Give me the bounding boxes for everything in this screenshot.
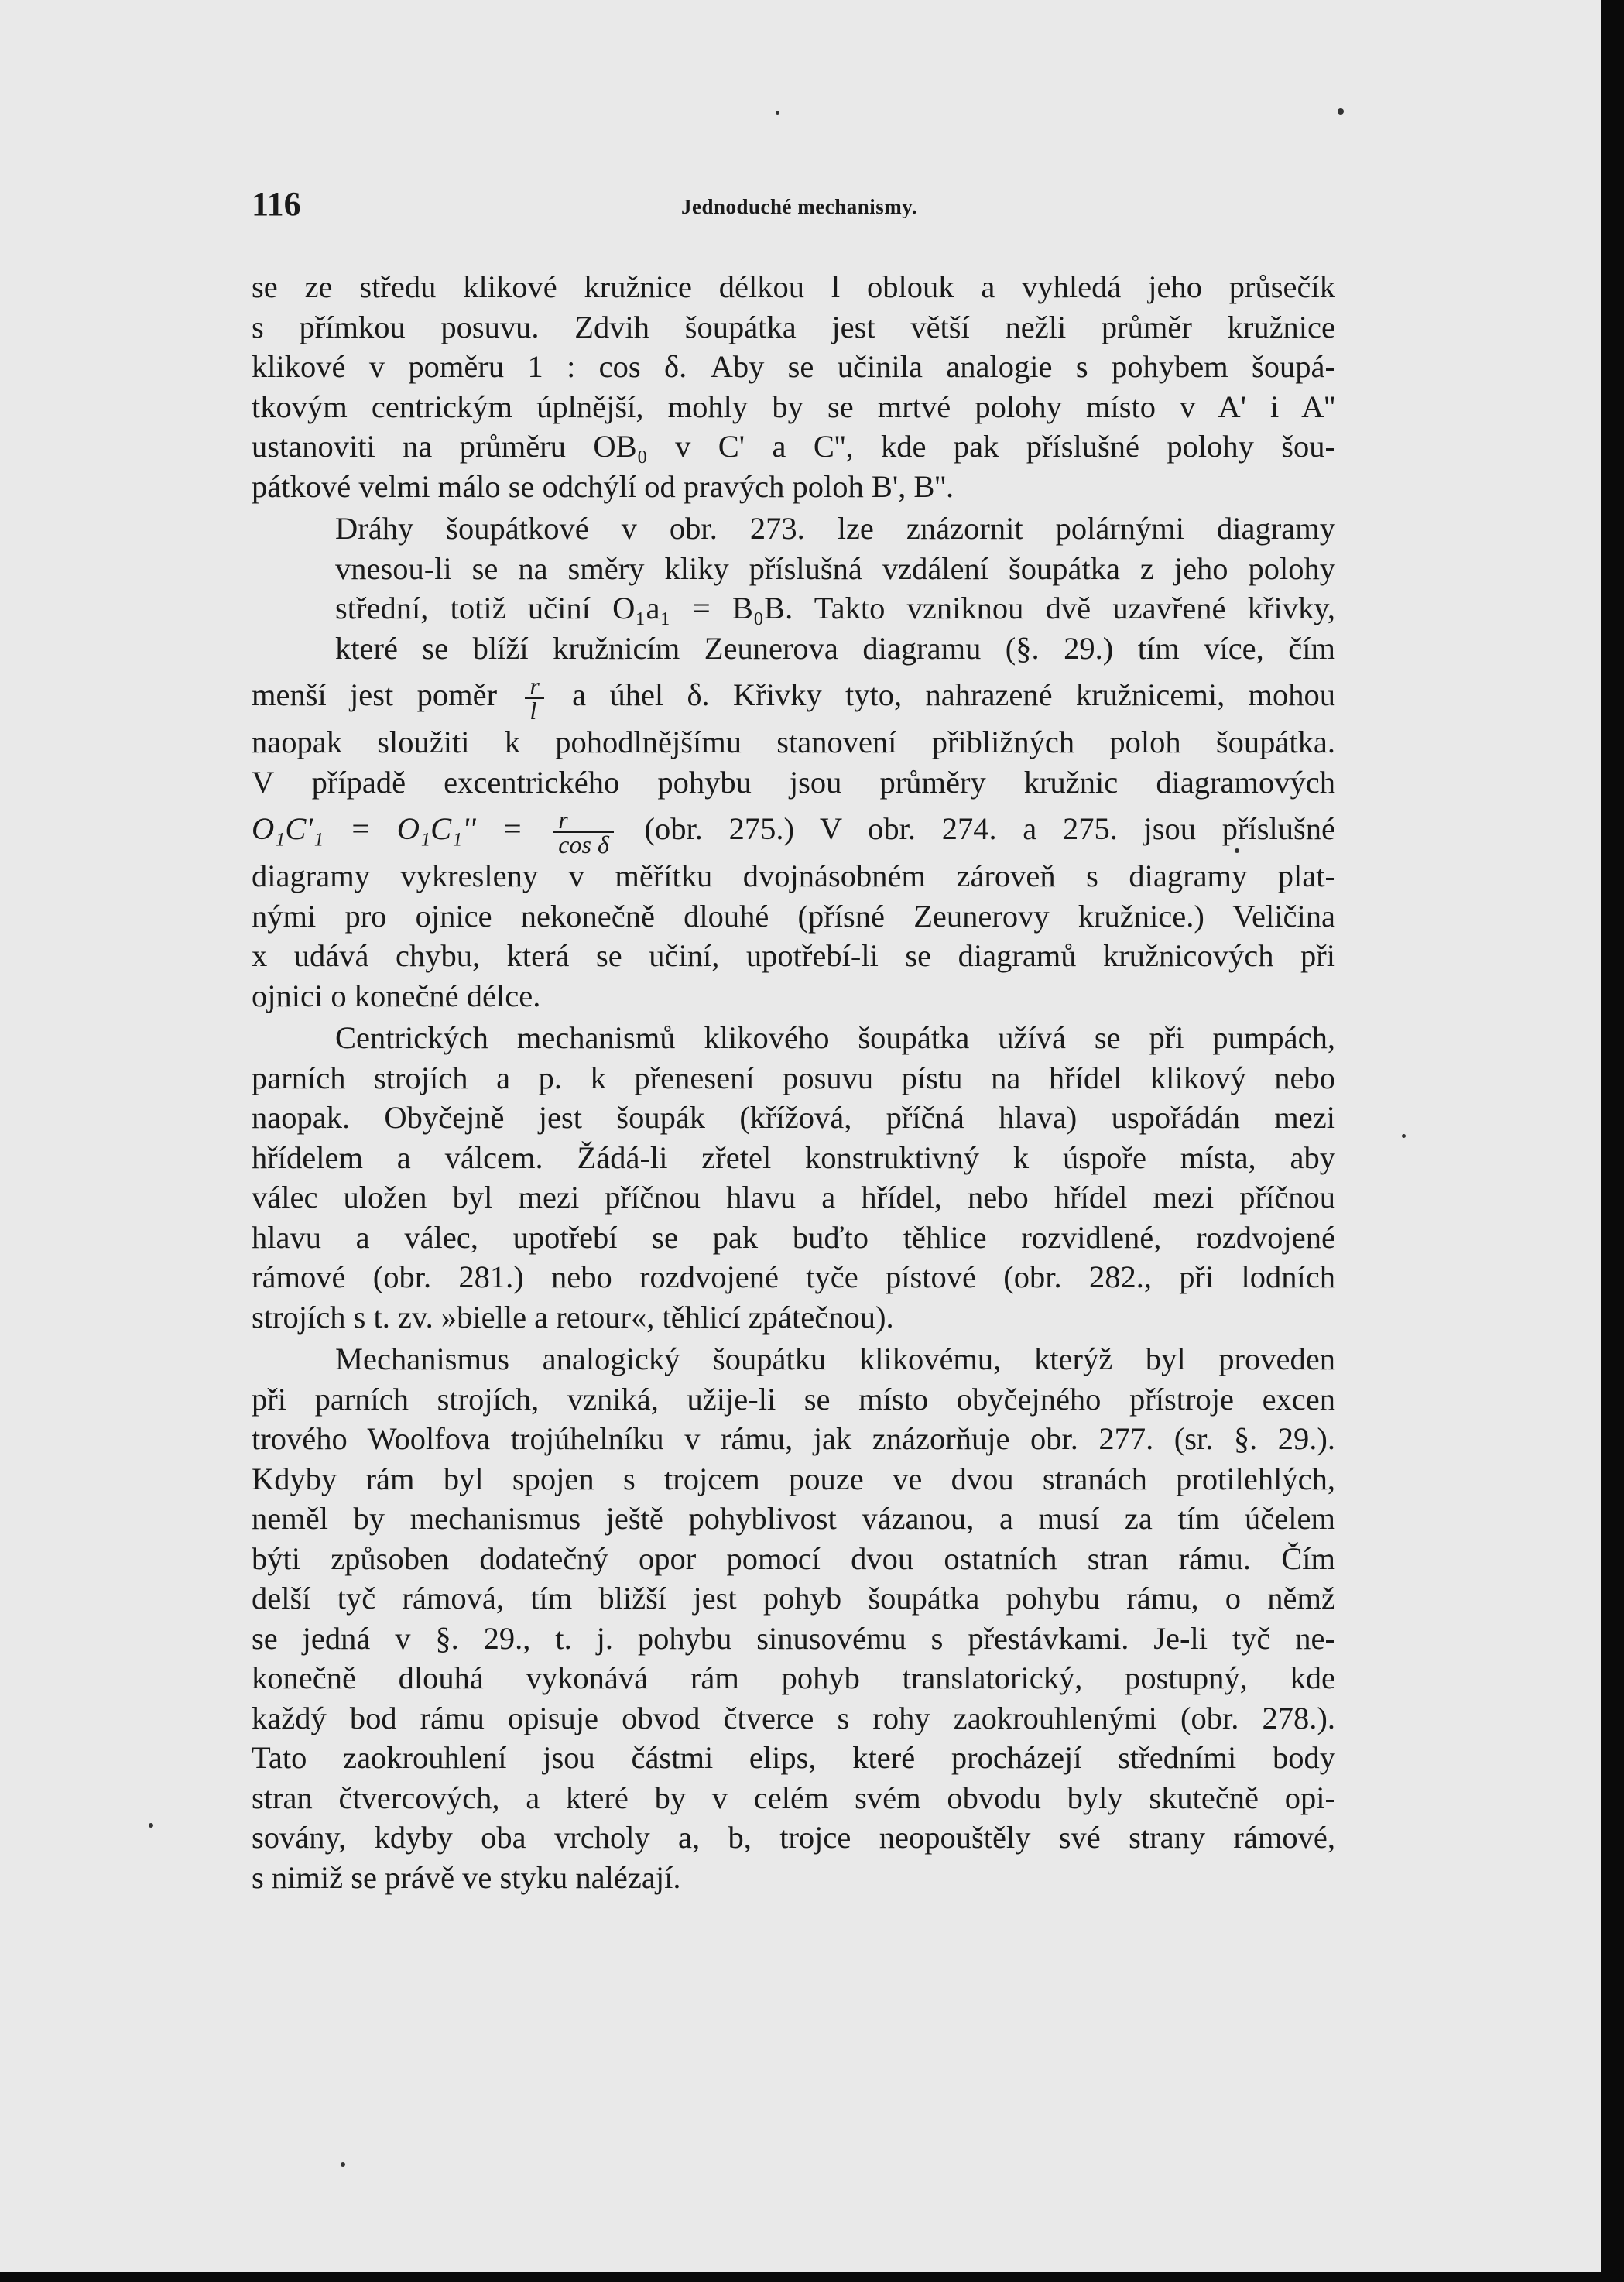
scan-speck	[1235, 848, 1239, 853]
text-line: neměl by mechanismus ještě pohyblivost vázanou, a musí za tím účelem	[252, 1501, 1335, 1536]
fraction-line	[252, 802, 1335, 856]
text-line: hlavu a válec, upotřebí se pak buďto těhlice rozvidlené, rozdvojené	[252, 1219, 1335, 1255]
text-line: klikové v poměru 1 : cos δ. Aby se učinila analogie s pohybem šoupá-	[252, 349, 1335, 384]
paragraph-2	[252, 509, 1335, 1016]
running-head: Jednoduché mechanismy.	[681, 195, 918, 218]
text-line: stran čtvercových, a které by v celém svém obvodu byly skutečně opi-	[252, 1780, 1335, 1815]
text-line: strojích s t. zv. »bielle a retour«, těhlicí zpátečnou).	[252, 1299, 894, 1335]
text-line: sovány, kdyby oba vrcholy a, b, trojce neopouštěly své strany rámové,	[252, 1820, 1335, 1855]
text-line: naopak. Obyčejně jest šoupák (křížová, příčná hlava) uspořádán mezi	[252, 1100, 1335, 1135]
text-line: se jedná v §. 29., t. j. pohybu sinusovému s přestávkami. Je-li tyč ne-	[252, 1620, 1335, 1656]
text-line: Tato zaokrouhlení jsou částmi elips, které procházejí středními body	[252, 1740, 1335, 1775]
scan-speck	[1338, 108, 1344, 115]
text-line: Kdyby rám byl spojen s trojcem pouze ve dvou stranách protilehlých,	[252, 1461, 1335, 1496]
fraction-denominator: cos δ	[558, 830, 609, 858]
text-line: s nimiž se právě ve styku nalézají.	[252, 1859, 681, 1895]
text-line: V případě excentrického pohybu jsou průměry kružnic diagramových	[252, 764, 1335, 800]
fraction-numerator: r	[525, 674, 543, 699]
text-line: rámové (obr. 281.) nebo rozdvojené tyče pístové (obr. 282., při lodních	[252, 1259, 1335, 1294]
scan-speck	[1402, 1134, 1406, 1138]
text-line: při parních strojích, vzniká, užije-li se místo obyčejného přístroje excen	[252, 1381, 1335, 1417]
text-line: nými pro ojnice nekonečně dlouhé (přísné Zeunerovy kružnice.) Veličina	[252, 898, 1335, 934]
text-line: Centrických mechanismů klikového šoupátka užívá se při pumpách,	[335, 1020, 1335, 1055]
text-line: se ze středu klikové kružnice délkou l oblouk a vyhledá jeho průsečík	[252, 269, 1335, 304]
paragraph-1	[252, 267, 1335, 506]
text-line: Dráhy šoupátkové v obr. 273. lze znázornit polárnými diagramy	[335, 511, 1335, 546]
scan-speck	[149, 1823, 153, 1828]
fraction-line-before: menší jest poměr	[252, 677, 498, 712]
text-line: delší tyč rámová, tím bližší jest pohyb šoupátka pohybu rámu, o němž	[252, 1581, 1335, 1616]
text-line: hřídelem a válcem. Žádá-li zřetel konstruktivný k úspoře místa, aby	[252, 1139, 1335, 1175]
text-line: s přímkou posuvu. Zdvih šoupátka jest větší nežli průměr kružnice	[252, 309, 1335, 344]
paragraph-3	[252, 1018, 1335, 1337]
text-line: vnesou-li se na směry kliky příslušná vzdálení šoupátka z jeho polohy	[335, 550, 1335, 586]
text-line: každý bod rámu opisuje obvod čtverce s rohy zaokrouhlenými (obr. 278.).	[252, 1700, 1335, 1735]
text-line: parních strojích a p. k přenesení posuvu pístu na hřídel klikový nebo	[252, 1060, 1335, 1095]
text-line: diagramy vykresleny v měřítku dvojnásobném zároveň s diagramy plat-	[252, 858, 1335, 893]
text-line: ustanoviti na průměru OB₀ v C' a C'', kde pak příslušné polohy šou-	[252, 429, 1335, 464]
text-line: býti způsoben dodatečný opor pomocí dvou ostatních stran rámu. Čím	[252, 1540, 1335, 1576]
text-line: naopak sloužiti k pohodlnějšímu stanovení přibližných poloh šoupátka.	[252, 725, 1335, 759]
text-line: Mechanismus analogický šoupátku klikovému, kterýž byl proveden	[335, 1341, 1335, 1376]
text-line: válec uložen byl mezi příčnou hlavu a hřídel, nebo hřídel mezi příčnou	[252, 1180, 1335, 1215]
text-line: střední, totiž učiní O₁a₁ = B₀B. Takto vzniknou dvě uzavřené křivky,	[335, 591, 1335, 625]
text-line: ojnici o konečné délce.	[252, 978, 541, 1013]
fraction-line-after: a úhel δ. Křivky tyto, nahrazené kružnicemi, mohou	[572, 677, 1336, 712]
body-text	[252, 267, 1335, 1900]
fraction-denominator: l	[529, 696, 537, 725]
fraction-numerator: r	[553, 808, 614, 833]
text-line: x udává chybu, která se učiní, upotřebí-li se diagramů kružnicových při	[252, 938, 1335, 973]
scan-speck	[341, 2162, 345, 2167]
paragraph-4	[252, 1339, 1335, 1897]
page-number: 116	[252, 185, 301, 223]
scan-speck	[776, 111, 779, 115]
text-line: které se blíží kružnicím Zeunerova diagramu (§. 29.) tím více, čím	[335, 630, 1335, 666]
fraction-line	[252, 668, 1336, 725]
fraction-r-over-cos	[553, 805, 614, 858]
text-line: tkovým centrickým úplnější, mohly by se mrtvé polohy místo v A' i A''	[252, 389, 1335, 424]
page-header	[252, 184, 1335, 231]
fraction-line-before: O₁C'₁ = O₁C₁'' =	[252, 811, 523, 846]
fraction-r-over-l	[525, 671, 543, 725]
text-line: trového Woolfova trojúhelníku v rámu, jak znázorňuje obr. 277. (sr. §. 29.).	[252, 1421, 1335, 1456]
text-line: pátkové velmi málo se odchýlí od pravých poloh B', B''.	[252, 468, 954, 504]
fraction-line-after: (obr. 275.) V obr. 274. a 275. jsou příslušné	[644, 811, 1335, 846]
text-line: konečně dlouhá vykonává rám pohyb translatorický, postupný, kde	[252, 1660, 1335, 1695]
